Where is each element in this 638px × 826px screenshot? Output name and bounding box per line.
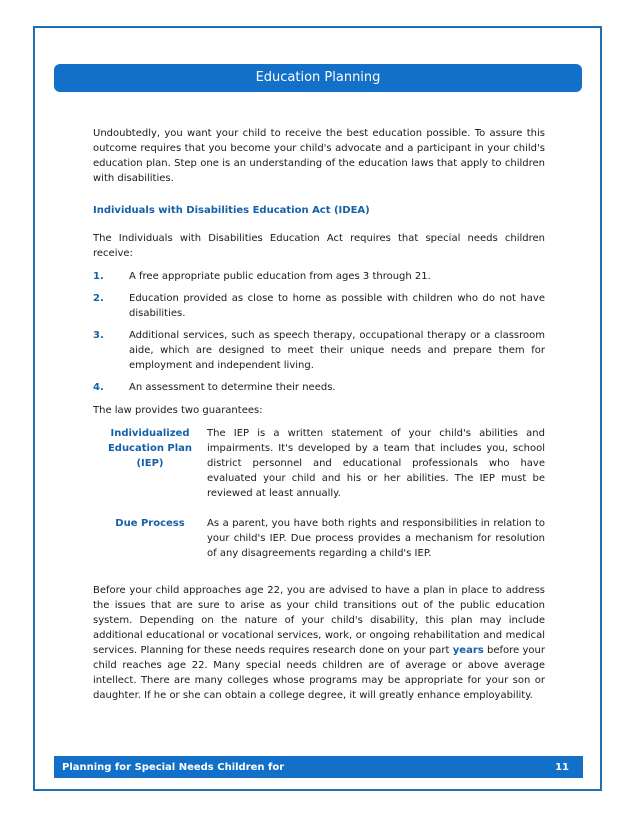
guarantee-description: The IEP is a written statement of your child's abilities and impairments. It's developed by a team that includes you, school district personnel and educational professionals who have evaluated your child and his or her abilities. The IEP must be reviewed at least annually.	[207, 428, 545, 499]
page-number: 11	[555, 761, 569, 773]
list-item	[93, 291, 545, 321]
section-heading: Individuals with Disabilities Education Act (IDEA)	[93, 205, 370, 216]
list-item	[93, 380, 545, 395]
page-footer	[54, 756, 583, 778]
list-number: 4.	[93, 382, 104, 393]
page-title: Education Planning	[255, 70, 381, 85]
guarantee-term: Individualized Education Plan (IEP)	[107, 428, 193, 469]
intro-paragraph: Undoubtedly, you want your child to receive the best education possible. To assure this outcome requires that you become your child's advocate and a participant in your child's education plan. Step one is an understanding of the education laws that apply to children with disabilities.	[93, 128, 545, 184]
guarantee-term: Due Process	[115, 518, 185, 529]
guarantee-row	[93, 426, 545, 501]
page-content	[93, 126, 545, 703]
list-text: Education provided as close to home as possible with children who do not have disabilities.	[129, 293, 545, 319]
list-text: An assessment to determine their needs.	[129, 382, 336, 393]
list-item	[93, 328, 545, 373]
list-number: 2.	[93, 293, 104, 304]
list-number: 3.	[93, 330, 104, 341]
closing-paragraph	[93, 583, 545, 703]
requirements-list	[93, 269, 545, 395]
closing-text-after: before your child reaches age 22. Many special needs children are of average or above average intellect. There are many colleges whose programs may be appropriate for your son or daughter. If he or she can obtain a college degree, it will greatly enhance employability.	[93, 645, 545, 701]
guarantee-row	[93, 516, 545, 561]
closing-text-before: Before your child approaches age 22, you are advised to have a plan in place to address the issues that are sure to arise as your child transitions out of the public education system. Depending on the nature of your child's disability, this plan may include additional educational or vocational services, work, or ongoing rehabilitation and medical services. Planning for these needs requires research done on your part	[93, 585, 545, 656]
closing-emphasis: years	[452, 645, 484, 656]
list-text: Additional services, such as speech therapy, occupational therapy or a classroom aide, which are designed to meet their unique needs and prepare them for employment and independent living.	[129, 330, 545, 371]
lead-paragraph: The Individuals with Disabilities Education Act requires that special needs children receive:	[93, 233, 545, 259]
list-number: 1.	[93, 271, 104, 282]
guarantees-lead: The law provides two guarantees:	[93, 405, 263, 416]
page-title-banner	[54, 64, 582, 92]
list-item	[93, 269, 545, 284]
footer-title: Planning for Special Needs Children for	[62, 761, 285, 773]
guarantee-description: As a parent, you have both rights and responsibilities in relation to your child's IEP. Due process provides a mechanism for resolution of any disagreements regarding a child's IEP.	[207, 518, 545, 559]
list-text: A free appropriate public education from ages 3 through 21.	[129, 271, 431, 282]
